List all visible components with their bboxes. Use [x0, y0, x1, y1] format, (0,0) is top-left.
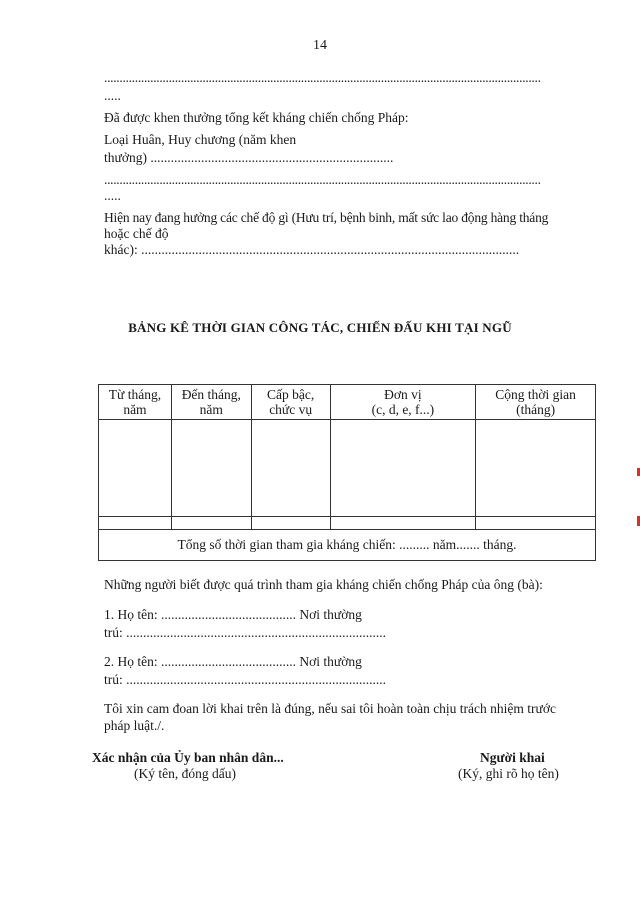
dotted-fill-short: ..... — [104, 88, 121, 103]
table-total-row — [99, 530, 596, 561]
witness-2-residence: trú: ............................................................................. — [104, 672, 386, 687]
witness-1-name: 1. Họ tên: ........................................ Nơi thường — [104, 607, 362, 622]
dotted-fill-line: .............................................................................................................................................. — [104, 70, 541, 85]
commitment-line-1: Tôi xin cam đoan lời khai trên là đúng, nếu sai tôi hoàn toàn chịu trách nhiệm trước — [104, 701, 556, 716]
table-cell — [476, 420, 596, 517]
table-cell — [99, 420, 172, 517]
signature-left-note: (Ký tên, đóng dấu) — [134, 766, 236, 781]
service-time-table — [98, 384, 596, 561]
table-cell — [476, 517, 596, 530]
table-cell — [330, 420, 476, 517]
signature-right-title: Người khai — [480, 750, 545, 765]
witness-1-residence: trú: ............................................................................. — [104, 625, 386, 640]
table-cell — [171, 517, 251, 530]
dotted-fill-line: .............................................................................................................................................. — [104, 172, 541, 187]
policy-line-2: hoặc chế độ — [104, 226, 169, 241]
table-cell — [99, 517, 172, 530]
total-time-cell: Tổng số thời gian tham gia kháng chiến: ......... năm....... tháng. — [99, 530, 596, 561]
commitment-line-2: pháp luật./. — [104, 718, 165, 733]
witness-2-name: 2. Họ tên: ........................................ Nơi thường — [104, 654, 362, 669]
table-cell — [171, 420, 251, 517]
table-cell — [251, 517, 330, 530]
table-cell — [330, 517, 476, 530]
header-unit: Đơn vị (c, d, e, f...) — [330, 385, 476, 420]
header-rank-position: Cấp bậc, chức vụ — [251, 385, 330, 420]
signature-left-title: Xác nhận của Ủy ban nhân dân... — [92, 750, 284, 765]
table-row — [99, 420, 596, 517]
policy-line-3: khác): ................................................................................................................ — [104, 242, 520, 257]
witness-heading: Những người biết được quá trình tham gia kháng chiến chống Pháp của ông (bà): — [104, 577, 543, 592]
header-to-date: Đến tháng, năm — [171, 385, 251, 420]
table-row — [99, 517, 596, 530]
table-title: BẢNG KÊ THỜI GIAN CÔNG TÁC, CHIẾN ĐẤU KHI TẠI NGŨ — [128, 320, 512, 335]
page-number: 14 — [313, 38, 327, 53]
header-from-date: Từ tháng, năm — [99, 385, 172, 420]
dotted-fill-short: ..... — [104, 188, 121, 203]
policy-line-1: Hiện nay đang hưởng các chế độ gì (Hưu trí, bệnh binh, mất sức lao động hàng tháng — [104, 210, 549, 225]
signature-right-note: (Ký, ghi rõ họ tên) — [458, 766, 559, 781]
award-type-line: Loại Huân, Huy chương (năm khen — [104, 132, 297, 147]
awards-heading: Đã được khen thưởng tổng kết kháng chiến chống Pháp: — [104, 110, 409, 125]
header-total-months: Cộng thời gian (tháng) — [476, 385, 596, 420]
table-cell — [251, 420, 330, 517]
award-year-line: thưởng) ........................................................................ — [104, 150, 394, 165]
table-header-row — [99, 385, 596, 420]
